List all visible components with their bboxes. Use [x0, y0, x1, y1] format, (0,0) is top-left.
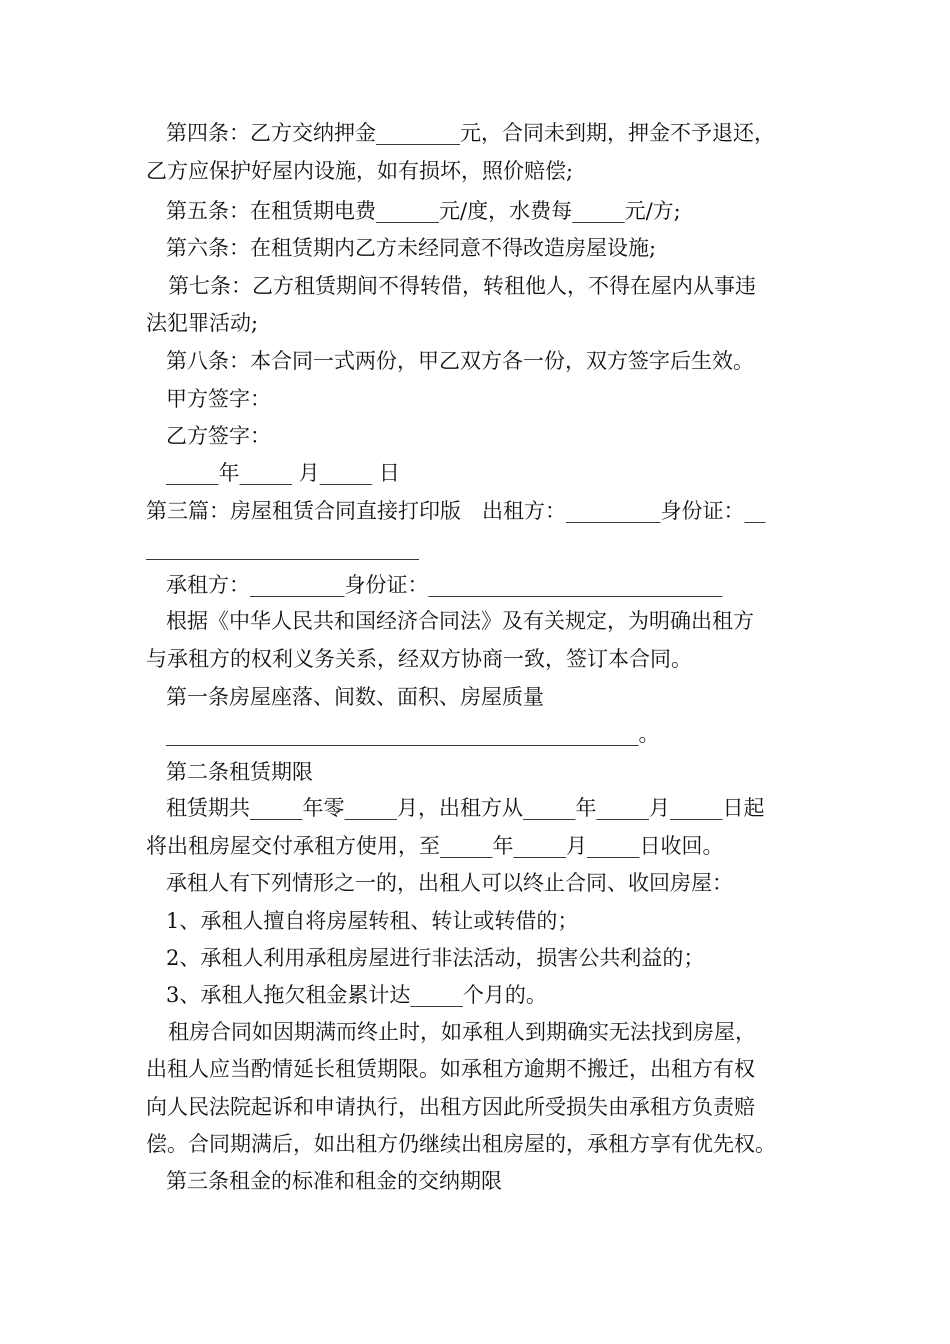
text-line: 根据《中华人民共和国经济合同法》及有关规定，为明确出租方 — [166, 609, 754, 633]
text-line: 法犯罪活动; — [146, 311, 259, 335]
text-line: 第一条房屋座落、间数、面积、房屋质量 — [166, 685, 544, 709]
text-line: _____________________________________________。 — [166, 722, 660, 746]
text-line: 将出租房屋交付承租方使用，至_____年_____月_____日收回。 — [146, 834, 724, 858]
text-line: 第八条：本合同一式两份，甲乙双方各一份，双方签字后生效。 — [166, 349, 754, 373]
text-line: 第三条租金的标准和租金的交纳期限 — [166, 1169, 502, 1193]
text-line: __________________________ — [146, 536, 419, 560]
text-line: 向人民法院起诉和申请执行，出租方因此所受损失由承租方负责赔 — [146, 1095, 755, 1119]
list-item: 2、承租人利用承租房屋进行非法活动，损害公共利益的； — [166, 946, 705, 970]
list-item: 1、承租人擅自将房屋转租、转让或转借的； — [166, 909, 579, 933]
date-line: _____年_____ 月_____ 日 — [166, 461, 400, 485]
text-line: 出租人应当酌情延长租赁期限。如承租方逾期不搬迁，出租方有权 — [146, 1057, 755, 1081]
text-line: 第二条租赁期限 — [166, 760, 313, 784]
text-line: 承租方：_________身份证：____________________________ — [166, 573, 723, 597]
list-item: 3、承租人拖欠租金累计达_____个月的。 — [166, 983, 547, 1007]
text-line: 租房合同如因期满而终止时，如承租人到期确实无法找到房屋， — [168, 1020, 756, 1044]
text-line: 租赁期共_____年零_____月，出租方从_____年_____月_____日起 — [166, 796, 765, 820]
text-line: 偿。合同期满后，如出租方仍继续出租房屋的，承租方享有优先权。 — [146, 1132, 776, 1156]
text-line: 第五条：在租赁期电费______元/度，水费每_____元/方; — [166, 199, 681, 223]
signature-label-party-b: 乙方签字： — [166, 424, 271, 448]
text-line: 第六条：在租赁期内乙方未经同意不得改造房屋设施; — [166, 236, 657, 260]
text-line: 承租人有下列情形之一的，出租人可以终止合同、收回房屋： — [166, 871, 733, 895]
text-line: 第七条：乙方租赁期间不得转借，转租他人，不得在屋内从事违 — [168, 274, 756, 298]
signature-label-party-a: 甲方签字： — [166, 387, 271, 411]
text-line: 第四条：乙方交纳押金________元，合同未到期，押金不予退还， — [166, 121, 775, 145]
section-heading: 第三篇：房屋租赁合同直接打印版 出租方：_________身份证：__ — [146, 499, 766, 523]
text-line: 与承租方的权利义务关系，经双方协商一致，签订本合同。 — [146, 647, 692, 671]
text-line: 乙方应保护好屋内设施，如有损坏，照价赔偿; — [146, 159, 574, 183]
